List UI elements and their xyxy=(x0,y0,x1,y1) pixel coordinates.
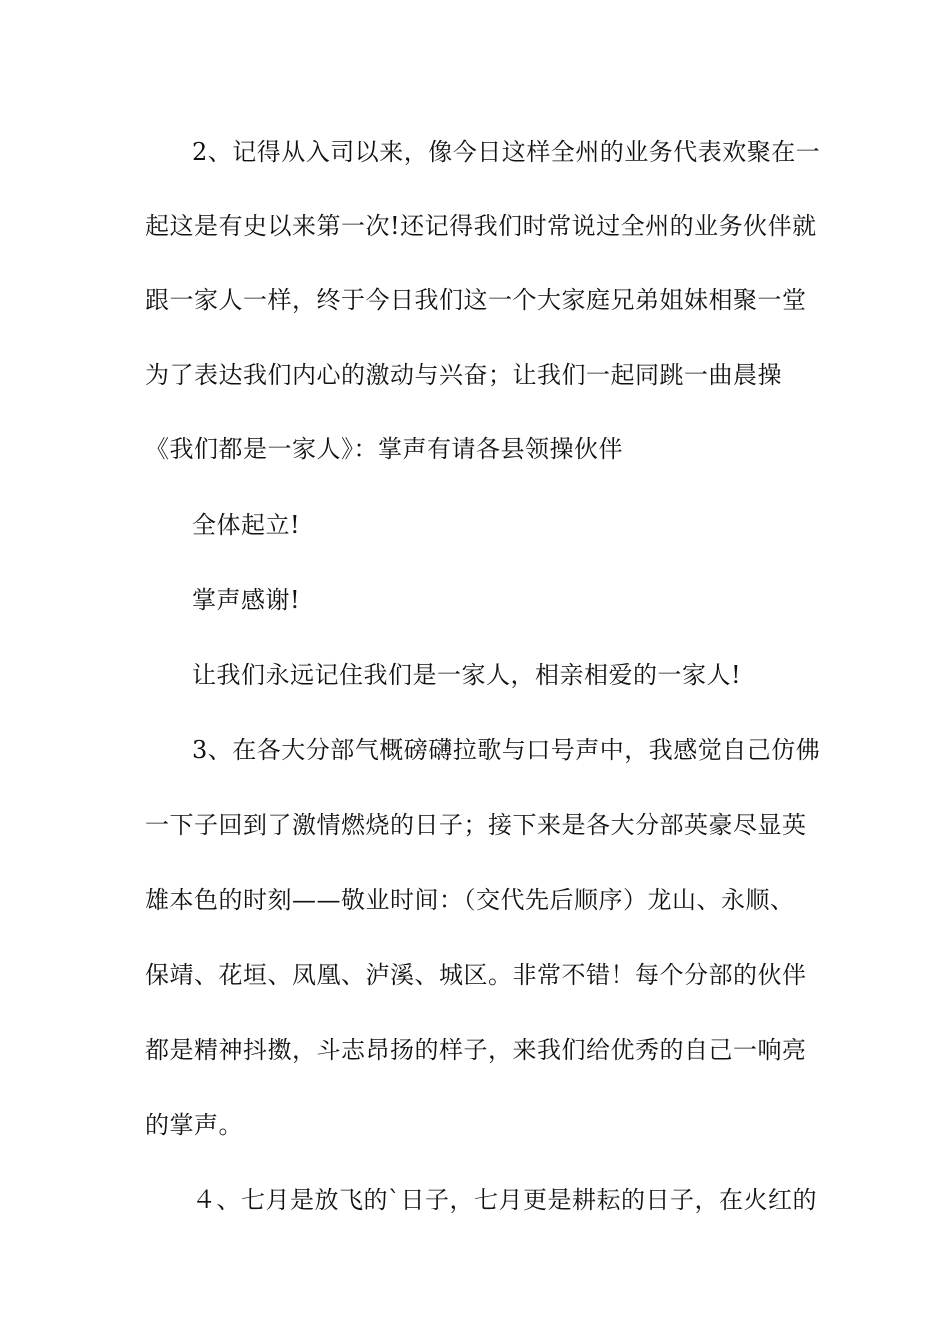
paragraph-3-line-3: 雄本色的时刻——敬业时间：（交代先后顺序）龙山、永顺、 xyxy=(145,886,795,914)
paragraph-3-line-5: 都是精神抖擞，斗志昂扬的样子，来我们给优秀的自己一响亮 xyxy=(145,1036,807,1064)
paragraph-2-line-2: 起这是有史以来第一次!还记得我们时常说过全州的业务伙伴就 xyxy=(145,212,817,240)
paragraph-4-line-1: ４、七月是放飞的`日子，七月更是耕耘的日子，在火红的 xyxy=(192,1186,817,1214)
paragraph-2-line-4: 为了表达我们内心的激动与兴奋；让我们一起同跳一曲晨操 xyxy=(145,361,782,389)
applause-thanks-line: 掌声感谢! xyxy=(192,586,301,614)
paragraph-3-line-4: 保靖、花垣、凤凰、泸溪、城区。非常不错！每个分部的伙伴 xyxy=(145,961,807,989)
paragraph-3-line-1: 3、在各大分部气概磅礴拉歌与口号声中，我感觉自己仿佛 xyxy=(192,736,821,764)
paragraph-2-line-1: 2、记得从入司以来，像今日这样全州的业务代表欢聚在一 xyxy=(192,138,821,166)
paragraph-3-line-6: 的掌声。 xyxy=(145,1111,243,1139)
paragraph-2-line-5: 《我们都是一家人》：掌声有请各县领操伙伴 xyxy=(145,435,623,463)
one-family-line: 让我们永远记住我们是一家人，相亲相爱的一家人! xyxy=(192,661,742,689)
paragraph-2-line-3: 跟一家人一样，终于今日我们这一个大家庭兄弟姐妹相聚一堂 xyxy=(145,286,807,314)
stand-up-line: 全体起立! xyxy=(192,511,301,539)
paragraph-3-line-2: 一下子回到了激情燃烧的日子；接下来是各大分部英豪尽显英 xyxy=(145,811,807,839)
